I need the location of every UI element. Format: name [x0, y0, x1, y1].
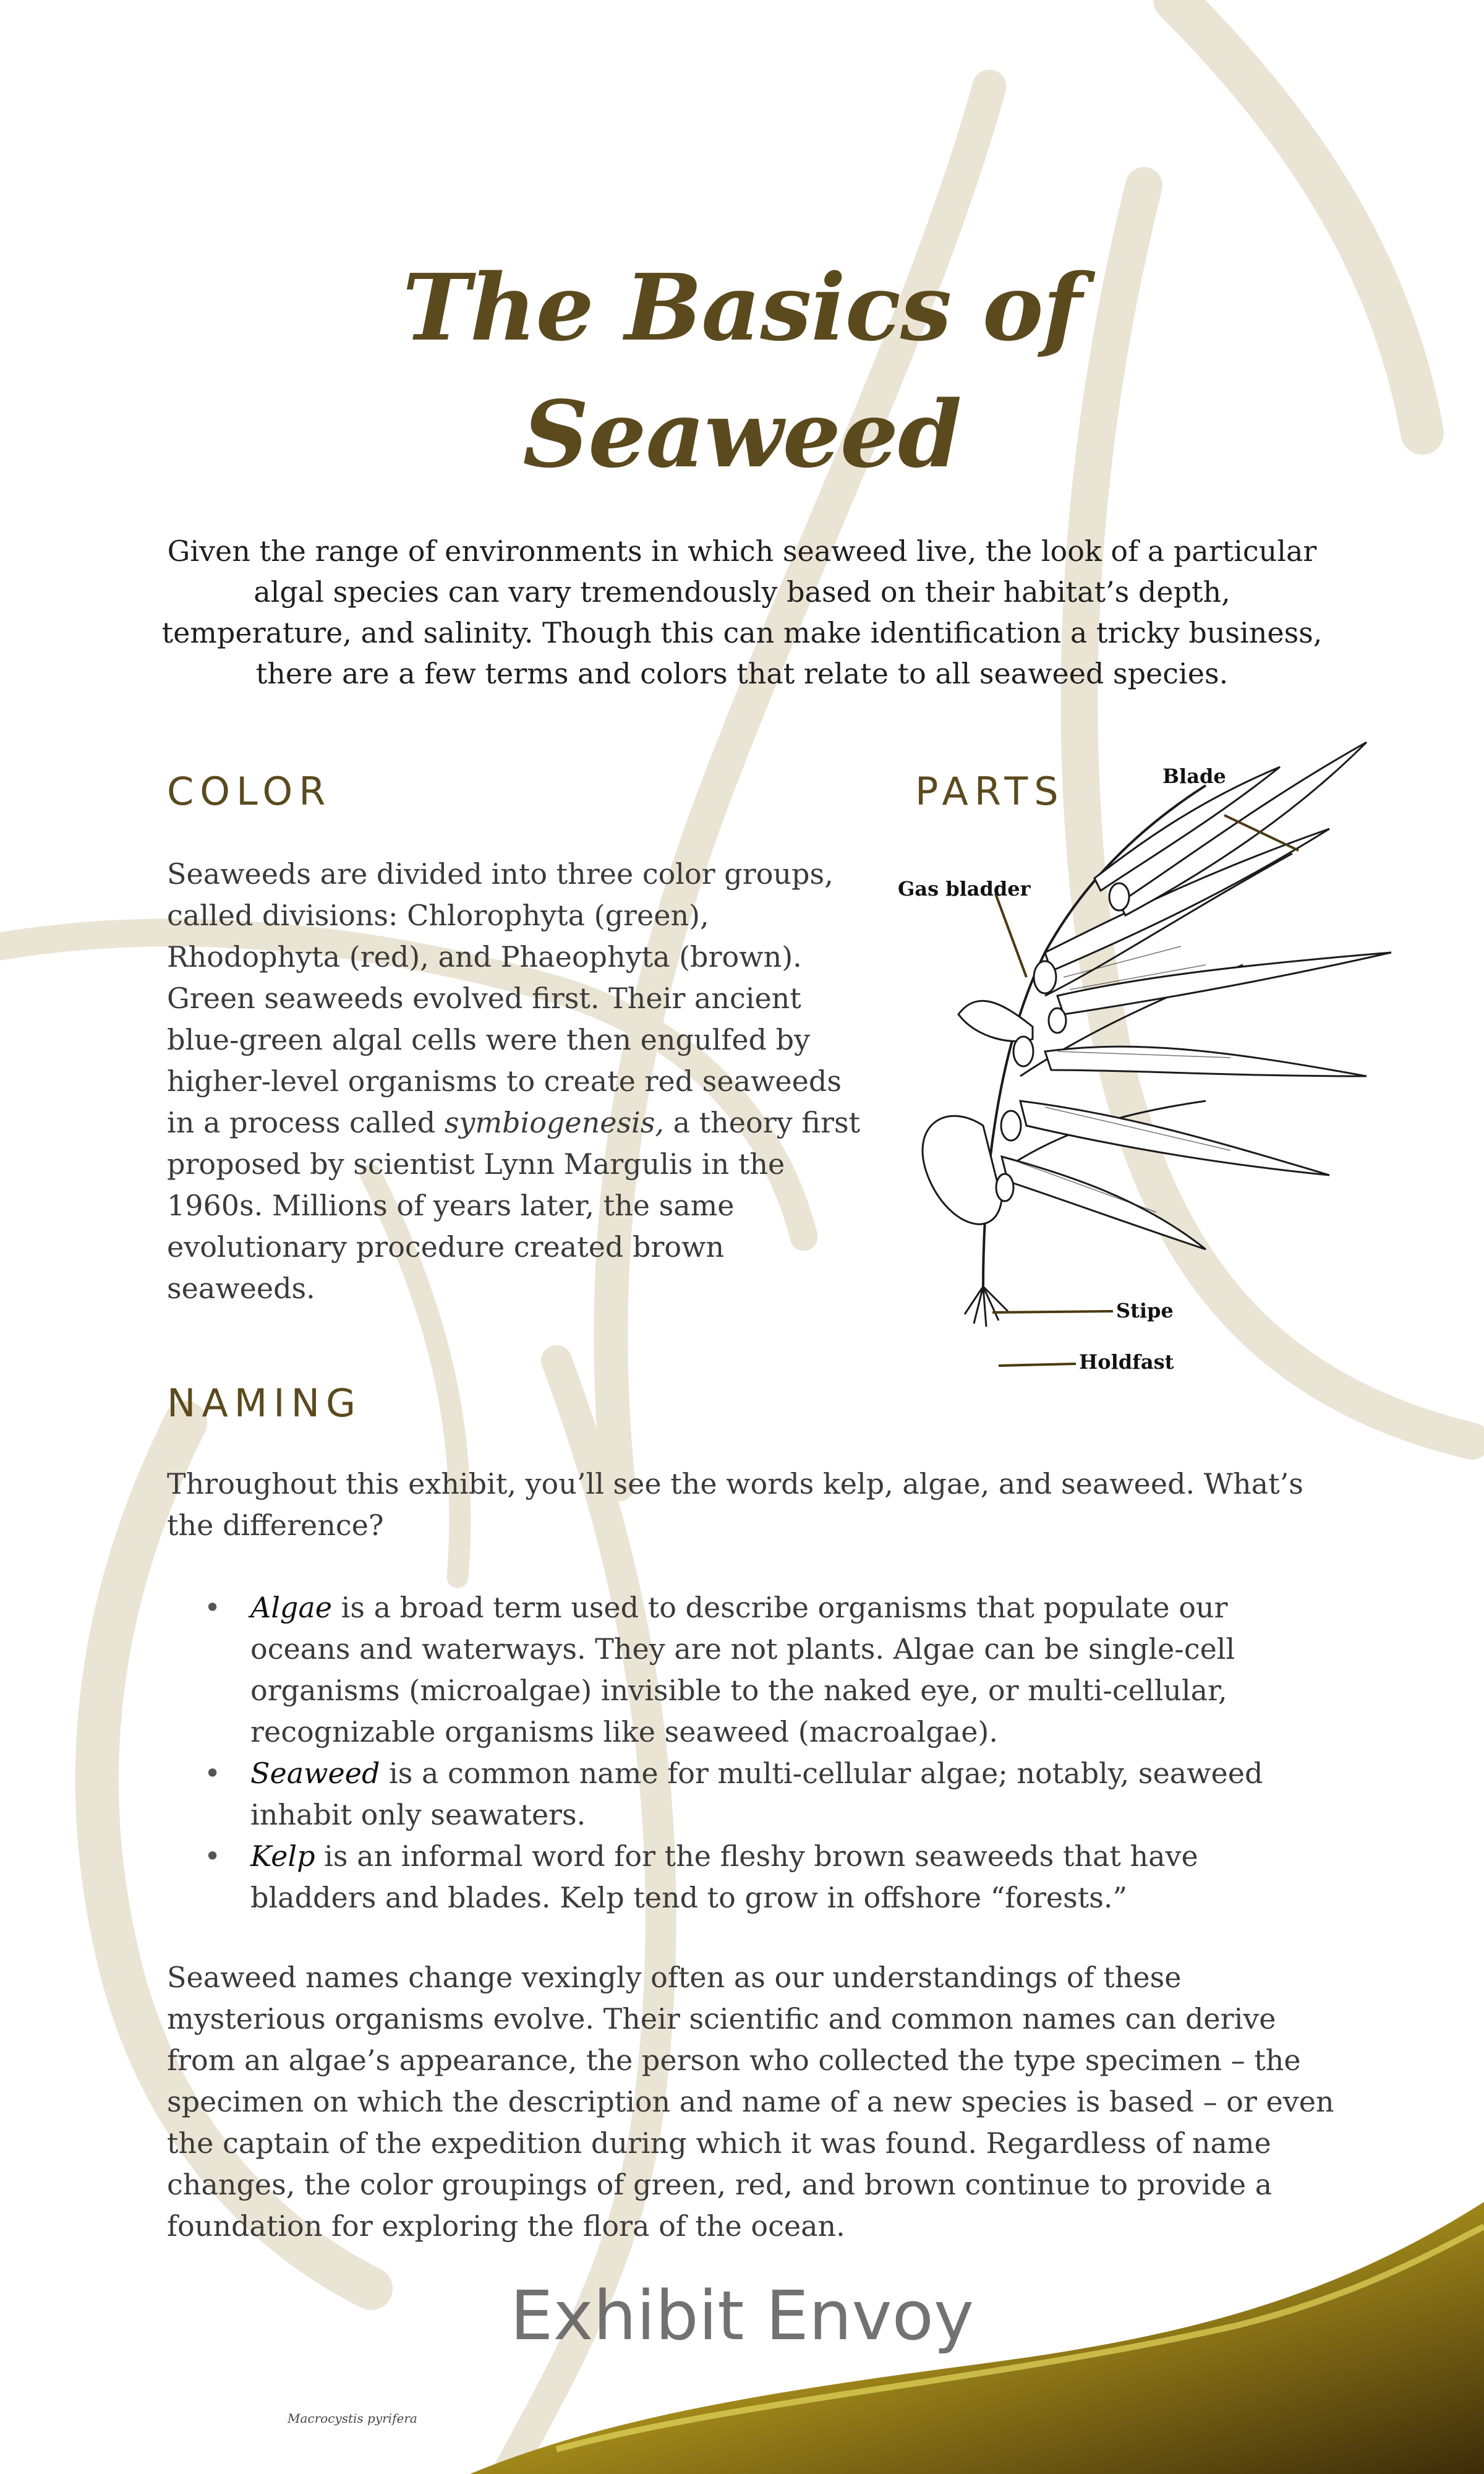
page-title: The Basics of Seaweed	[402, 254, 1082, 488]
bullet-marker: •	[204, 1591, 221, 1624]
parts-heading: PARTS	[915, 769, 1065, 814]
bullet-marker: •	[204, 1757, 221, 1790]
intro-paragraph: Given the range of environments in which seaweed live, the look of a particular algal species can vary tremendously based on their habitat’s depth, temperature, and salinity. Though this can make identification a tricky business, there are a few terms and colors that relate to all seaweed species.	[161, 534, 1323, 690]
bullet-marker: •	[204, 1839, 221, 1873]
definitions-list	[204, 1587, 1329, 1919]
list-item: • Algae is a broad term used to describe organisms that populate our oceans and waterways. They are not plants. Algae can be single-cell organisms (microalgae) invisible to the naked eye, or multi-cellular, recognizable organisms like seaweed (macroalgae).	[204, 1587, 1329, 1753]
species-caption: Macrocystis pyrifera	[288, 2411, 417, 2426]
list-item: • Seaweed is a common name for multi-cellular algae; notably, seaweed inhabit only seawaters.	[204, 1753, 1329, 1836]
naming-heading: NAMING	[167, 1380, 362, 1426]
color-heading: COLOR	[167, 769, 332, 814]
list-item: • Kelp is an informal word for the fleshy brown seaweeds that have bladders and blades. Kelp tend to grow in offshore “forests.”	[204, 1836, 1329, 1919]
blade-label: Blade	[1162, 764, 1226, 788]
gas-bladder-label: Gas bladder	[898, 877, 1031, 901]
stipe-label: Stipe	[1116, 1299, 1174, 1322]
holdfast-label: Holdfast	[1079, 1350, 1174, 1374]
naming-intro-paragraph: Throughout this exhibit, you’ll see the words kelp, algae, and seaweed. What’s the difference?	[167, 1467, 1303, 1542]
names-paragraph: Seaweed names change vexingly often as our understandings of these mysterious organisms evolve. Their scientific and common names can derive from an algae’s appearance, the person who collected the type specimen – the specimen on which the description and name of a new species is based – or even the captain of the expedition during which it was found. Regardless of name changes, the color groupings of green, red, and brown continue to provide a foundation for exploring the flora of the ocean.	[167, 1961, 1334, 2243]
exhibit-envoy-logo: Exhibit Envoy	[510, 2276, 974, 2355]
color-paragraph: Seaweeds are divided into three color groups, called divisions: Chlorophyta (green), Rhodophyta (red), and Phaeophyta (brown). Green seaweeds evolved first. Their ancient blue-green algal cells were then engulfed by higher-level organisms to create red seaweeds in a process called symbiogenesis, a theory first proposed by scientist Lynn Margulis in the 1960s. Millions of years later, the same evolutionary procedure created brown seaweeds.	[167, 857, 861, 1305]
